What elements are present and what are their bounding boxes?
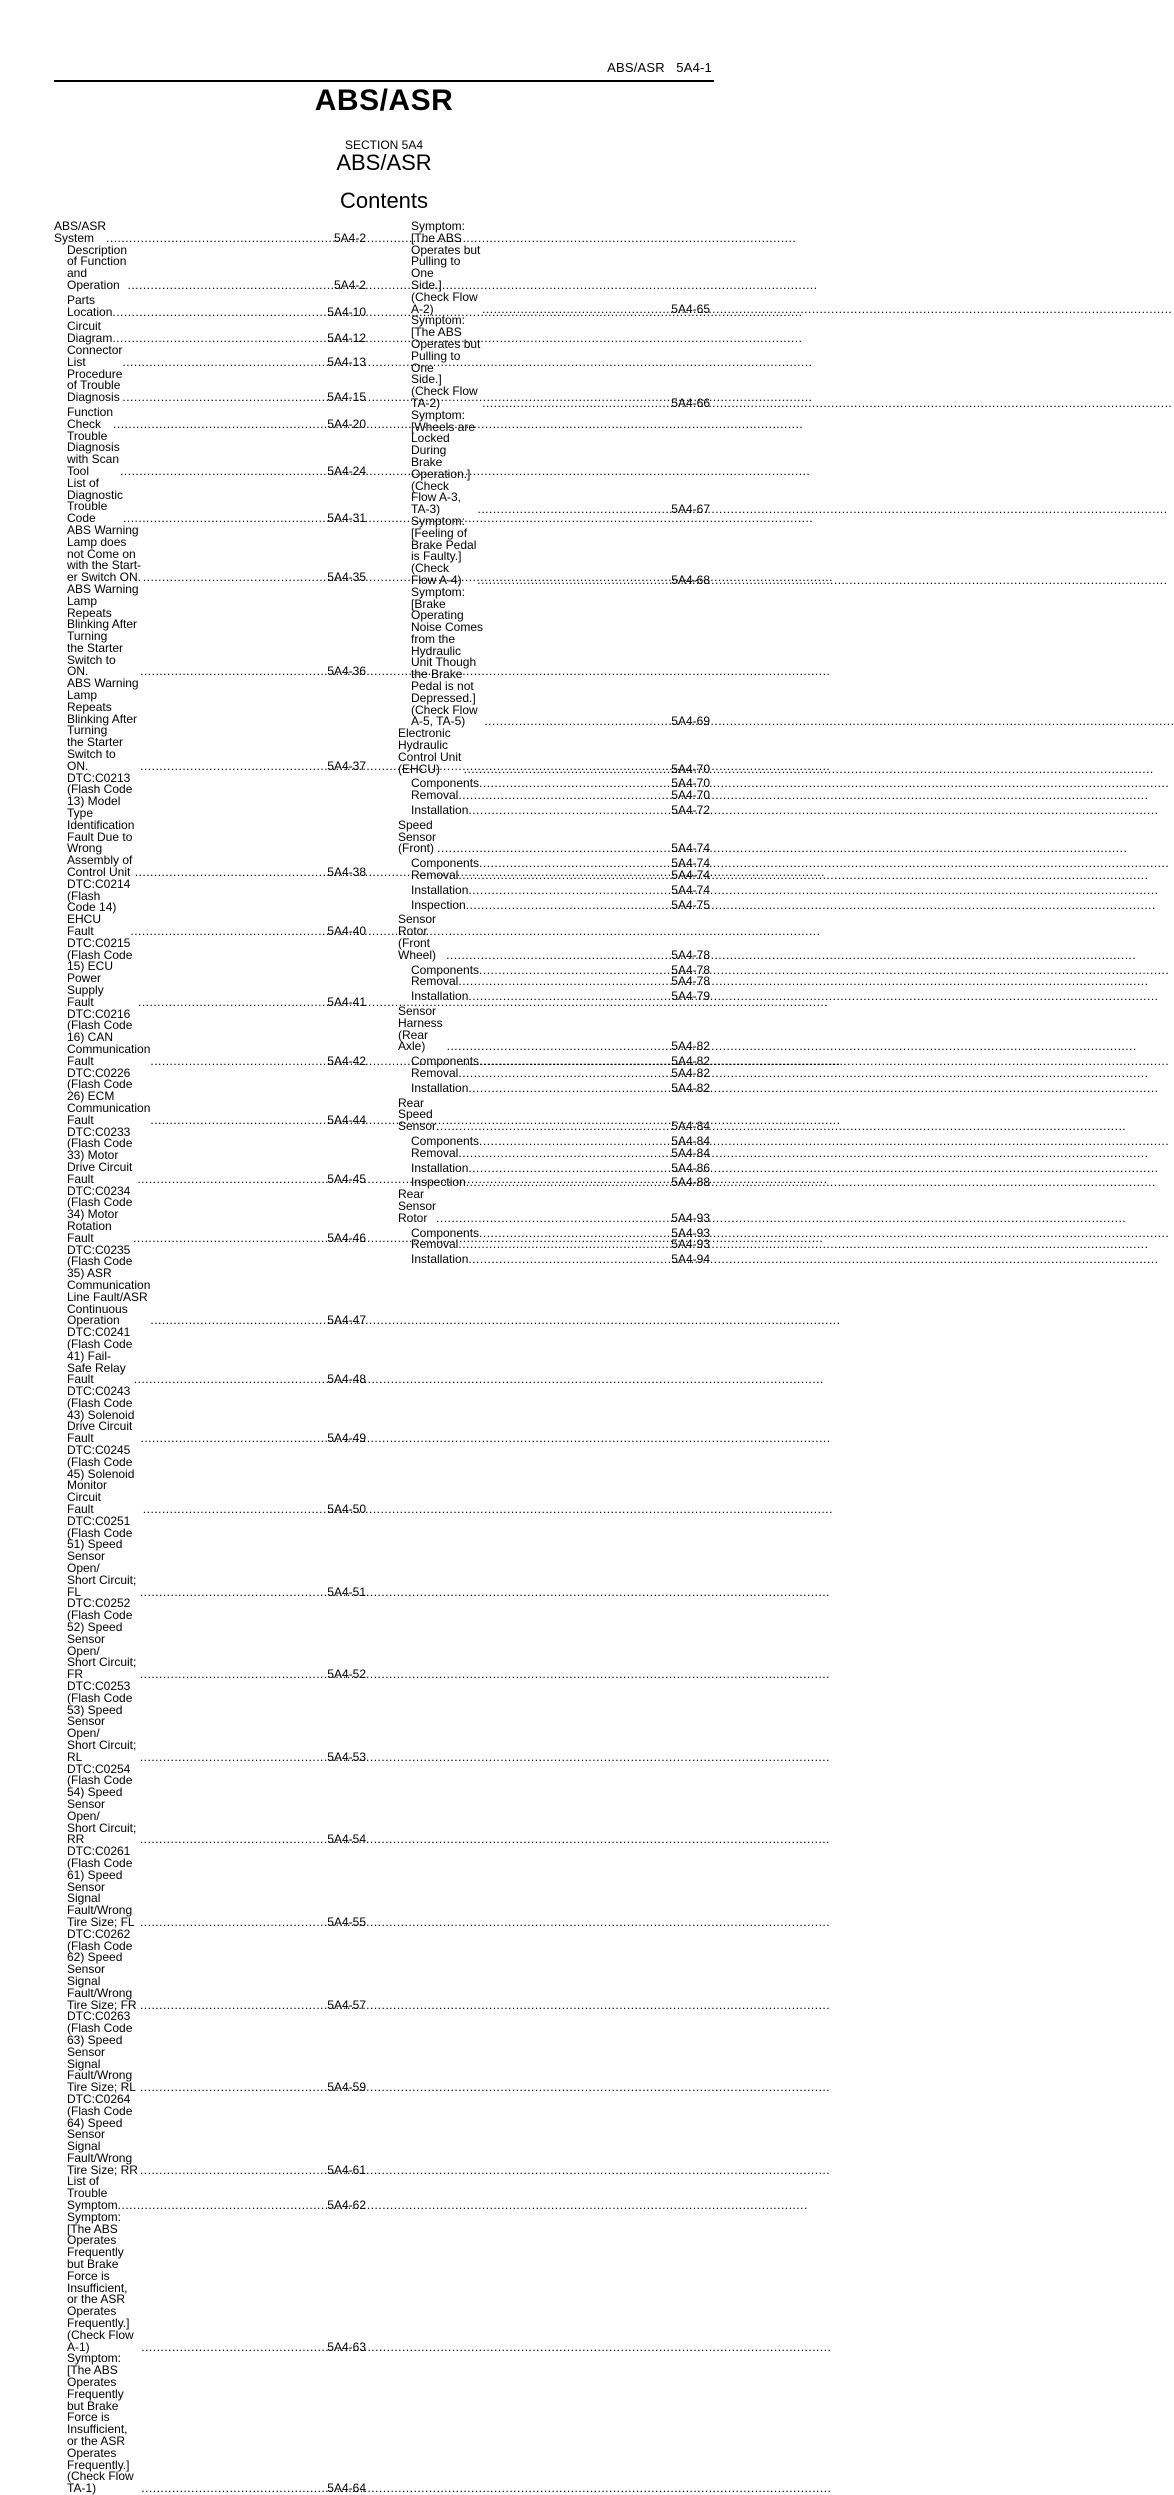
toc-entry-page: 5A4-72 bbox=[671, 803, 710, 818]
toc-entry-title: DTC:C0235 (Flash Code 35) ASR Communication Line Fault/ASR Continuous Operation bbox=[67, 1242, 151, 1328]
toc-entry-title: Components bbox=[411, 856, 480, 871]
toc-entry-page: 5A4-36 bbox=[327, 664, 366, 679]
toc-entry[interactable] bbox=[398, 976, 710, 988]
toc-entry[interactable] bbox=[54, 2091, 366, 2177]
dot-leader bbox=[133, 1233, 327, 1245]
toc-entry-title: Symptom: [Wheels are Locked During Brake Operation.] (Check Flow A-3, TA-3) bbox=[411, 407, 476, 517]
toc-entry[interactable] bbox=[398, 221, 710, 315]
toc-entry-title: DTC:C0253 (Flash Code 53) Speed Sensor Open/ Short Circuit; RL bbox=[67, 1679, 137, 1764]
dot-leader bbox=[140, 1433, 327, 1445]
toc-entry-title: Inspection bbox=[411, 1175, 466, 1190]
toc-entry-title: Symptom: [The ABS Operates but Pulling to One Side.] (Check Flow A-2) bbox=[411, 219, 481, 316]
toc-entry[interactable] bbox=[398, 882, 710, 897]
toc-entry-page: 5A4-78 bbox=[671, 974, 710, 989]
toc-entry[interactable] bbox=[54, 242, 366, 292]
toc-entry-page: 5A4-65 bbox=[671, 301, 710, 316]
toc-entry[interactable] bbox=[54, 876, 366, 939]
toc-entry[interactable] bbox=[398, 991, 710, 1003]
dot-leader bbox=[140, 1669, 327, 1681]
toc-entry-title: List of Trouble Symptom bbox=[67, 2174, 118, 2213]
toc-entry[interactable] bbox=[398, 728, 710, 775]
toc-entry-title: DTC:C0216 (Flash Code 16) CAN Communication Fault bbox=[67, 1006, 151, 1068]
toc-entry[interactable] bbox=[54, 1006, 366, 1068]
toc-entry-title: Procedure of Trouble Diagnosis bbox=[67, 366, 123, 405]
dot-leader bbox=[143, 1504, 328, 1516]
toc-entry-page: 5A4-66 bbox=[671, 395, 710, 410]
toc-entry-page: 5A4-44 bbox=[327, 1112, 366, 1127]
dot-leader bbox=[120, 466, 327, 478]
toc-entry-page: 5A4-59 bbox=[327, 2080, 366, 2095]
dot-leader bbox=[137, 1174, 327, 1186]
toc-entry-page: 5A4-13 bbox=[327, 354, 366, 369]
toc-entry-page: 5A4-70 bbox=[671, 788, 710, 803]
toc-left-column bbox=[54, 221, 366, 2495]
toc-entry[interactable] bbox=[398, 790, 710, 802]
dot-leader bbox=[150, 1115, 327, 1127]
toc-entry-page: 5A4-69 bbox=[671, 714, 710, 729]
toc-entry-page: 5A4-53 bbox=[327, 1749, 366, 1764]
toc-entry[interactable] bbox=[398, 1189, 710, 1224]
toc-entry-title: DTC:C0233 (Flash Code 33) Motor Drive Circuit Fault bbox=[67, 1124, 133, 1186]
toc-entry-title: ABS Warning Lamp Repeats Blinking After Turning the Starter Switch to ON. bbox=[67, 581, 139, 679]
toc-entry-title: Components bbox=[411, 962, 480, 977]
dot-leader bbox=[437, 843, 671, 855]
toc-entry[interactable] bbox=[54, 321, 366, 345]
dot-leader bbox=[150, 1315, 327, 1327]
toc-entry[interactable] bbox=[54, 1065, 366, 1127]
toc-entry-title: DTC:C0215 (Flash Code 15) ECU Power Supply Fault bbox=[67, 935, 133, 1009]
toc-entry-title: Parts Location bbox=[67, 292, 113, 319]
dot-leader bbox=[140, 2165, 327, 2177]
dot-leader bbox=[458, 1239, 671, 1251]
toc-entry-page: 5A4-82 bbox=[671, 1080, 710, 1095]
toc-entry-page: 5A4-63 bbox=[327, 2339, 366, 2354]
toc-entry[interactable] bbox=[54, 428, 366, 478]
toc-entry-page: 5A4-93 bbox=[671, 1225, 710, 1240]
dot-leader bbox=[118, 2200, 328, 2212]
dot-leader bbox=[468, 885, 671, 897]
toc-entry-page: 5A4-2 bbox=[333, 277, 366, 292]
toc-entry-title: DTC:C0263 (Flash Code 63) Speed Sensor Signal Fault/Wrong Tire Size; RL bbox=[67, 2009, 136, 2095]
toc-entry[interactable] bbox=[54, 522, 366, 585]
toc-entry[interactable] bbox=[54, 1386, 366, 1445]
toc-entry-title: DTC:C0251 (Flash Code 51) Speed Sensor Open/ Short Circuit; FL bbox=[67, 1513, 137, 1599]
toc-entry-page: 5A4-52 bbox=[327, 1667, 366, 1682]
toc-entry-title: Installation bbox=[411, 803, 469, 818]
toc-entry-page: 5A4-2 bbox=[333, 230, 366, 245]
toc-entry[interactable] bbox=[54, 221, 366, 245]
toc-entry-title: Rear Speed Sensor bbox=[398, 1095, 437, 1134]
toc-entry-page: 5A4-75 bbox=[671, 897, 710, 912]
toc-entry-title: Circuit Diagram bbox=[67, 319, 113, 346]
toc-entry[interactable] bbox=[54, 2176, 366, 2211]
toc-entry[interactable] bbox=[398, 407, 710, 517]
toc-entry[interactable] bbox=[54, 2209, 366, 2354]
toc-entry-page: 5A4-57 bbox=[327, 1997, 366, 2012]
toc-entry[interactable] bbox=[398, 1177, 710, 1189]
toc-entry[interactable] bbox=[398, 1065, 710, 1080]
dot-leader bbox=[447, 1041, 672, 1053]
toc-entry-title: Removal bbox=[411, 788, 459, 803]
toc-entry-page: 5A4-88 bbox=[671, 1175, 710, 1190]
toc-entry-page: 5A4-12 bbox=[327, 331, 366, 346]
toc-entry[interactable] bbox=[54, 1846, 366, 1929]
running-header bbox=[607, 60, 712, 75]
toc-entry-title: Components bbox=[411, 1225, 480, 1240]
dot-leader bbox=[458, 870, 671, 882]
toc-entry[interactable] bbox=[398, 1080, 710, 1095]
toc-entry-page: 5A4-67 bbox=[671, 502, 710, 517]
dot-leader bbox=[458, 1068, 671, 1080]
dot-leader bbox=[484, 716, 671, 728]
toc-entry-page: 5A4-41 bbox=[327, 994, 366, 1009]
toc-entry[interactable] bbox=[398, 805, 710, 817]
dot-leader bbox=[140, 1834, 327, 1846]
dot-leader bbox=[477, 575, 671, 587]
contents-heading: Contents bbox=[339, 188, 429, 213]
toc-entry-title: Symptom: [Brake Operating Noise Comes from the Hydraulic Unit Though the Brake Pedal is not Depressed.] (Check Flow A-5, TA-5) bbox=[411, 584, 484, 729]
toc-entry-page: 5A4-37 bbox=[327, 758, 366, 773]
toc-entry-title: Installation bbox=[411, 1160, 469, 1175]
header-page-number: 5A4-1 bbox=[676, 60, 712, 75]
toc-entry-title: DTC:C0254 (Flash Code 54) Speed Sensor Open/ Short Circuit; RR bbox=[67, 1761, 137, 1847]
dot-leader bbox=[468, 805, 671, 817]
toc-entry-title: DTC:C0245 (Flash Code 45) Solenoid Monitor Circuit Fault bbox=[67, 1443, 135, 1517]
toc-entry-title: Removal bbox=[411, 868, 459, 883]
toc-entry-page: 5A4-70 bbox=[671, 776, 710, 791]
toc-entry[interactable] bbox=[398, 1145, 710, 1160]
toc-entry-page: 5A4-84 bbox=[671, 1133, 710, 1148]
toc-entry-page: 5A4-78 bbox=[671, 962, 710, 977]
toc-entry-page: 5A4-31 bbox=[327, 511, 366, 526]
dot-leader bbox=[436, 1121, 671, 1133]
toc-entry-title: Installation bbox=[411, 989, 469, 1004]
toc-entry-page: 5A4-64 bbox=[327, 2481, 366, 2495]
dot-leader bbox=[477, 504, 671, 516]
dot-leader bbox=[141, 2483, 327, 2495]
toc-entry[interactable] bbox=[54, 1761, 366, 1847]
toc-entry-page: 5A4-54 bbox=[327, 1832, 366, 1847]
toc-entry[interactable] bbox=[54, 292, 366, 319]
dot-leader bbox=[112, 307, 327, 319]
toc-entry[interactable] bbox=[54, 1445, 366, 1516]
toc-entry[interactable] bbox=[54, 1598, 366, 1681]
toc-entry-page: 5A4-93 bbox=[671, 1237, 710, 1252]
dot-leader bbox=[122, 357, 327, 369]
toc-entry-title: Components bbox=[411, 1133, 480, 1148]
toc-entry[interactable] bbox=[398, 1239, 710, 1251]
toc-entry-title: Electronic Hydraulic Control Unit (EHCU) bbox=[398, 726, 462, 776]
dot-leader bbox=[468, 1163, 671, 1175]
toc-entry[interactable] bbox=[398, 914, 710, 961]
dot-leader bbox=[140, 1587, 327, 1599]
toc-entry-page: 5A4-10 bbox=[327, 304, 366, 319]
toc-entry-title: Components bbox=[411, 1054, 480, 1069]
toc-entry-page: 5A4-74 bbox=[671, 882, 710, 897]
toc-entry-page: 5A4-79 bbox=[671, 989, 710, 1004]
dot-leader bbox=[458, 1148, 671, 1160]
toc-entry-title: ABS Warning Lamp does not Come on with the Start- er Switch ON. bbox=[67, 522, 142, 585]
toc-entry-page: 5A4-82 bbox=[671, 1065, 710, 1080]
dot-leader bbox=[150, 1056, 327, 1068]
toc-entry-page: 5A4-74 bbox=[671, 868, 710, 883]
toc-entry-title: Installation bbox=[411, 1080, 469, 1095]
dot-leader bbox=[140, 761, 327, 773]
dot-leader bbox=[143, 572, 327, 584]
dot-leader bbox=[135, 867, 328, 879]
toc-entry-page: 5A4-35 bbox=[327, 570, 366, 585]
toc-entry-page: 5A4-48 bbox=[327, 1372, 366, 1387]
toc-entry-title: Symptom: [The ABS Operates Frequently but Brake Force is Insufficient, or the ASR Operates Frequently.] (Check Flow A-1) bbox=[67, 2209, 134, 2354]
toc-entry[interactable] bbox=[54, 1124, 366, 1186]
toc-entry-title: DTC:C0213 (Flash Code 13) Model Type Identification Fault Due to Wrong Assembly of Control Unit bbox=[67, 770, 135, 880]
toc-entry-title: List of Diagnostic Trouble Code bbox=[67, 475, 124, 526]
toc-entry-page: 5A4-70 bbox=[671, 761, 710, 776]
toc-entry[interactable] bbox=[398, 817, 710, 856]
dot-leader bbox=[140, 1752, 327, 1764]
dot-leader bbox=[140, 666, 327, 678]
toc-entry-page: 5A4-62 bbox=[327, 2198, 366, 2213]
toc-entry-page: 5A4-15 bbox=[327, 390, 366, 405]
toc-entry-page: 5A4-49 bbox=[327, 1431, 366, 1446]
toc-entry[interactable] bbox=[54, 1242, 366, 1328]
toc-entry-page: 5A4-46 bbox=[327, 1230, 366, 1245]
dot-leader bbox=[140, 2000, 327, 2012]
toc-entry[interactable] bbox=[398, 315, 710, 409]
toc-entry-title: Trouble Diagnosis with Scan Tool bbox=[67, 428, 120, 478]
toc-entry[interactable] bbox=[398, 1095, 710, 1134]
dot-leader bbox=[130, 926, 327, 938]
toc-entry-title: Removal bbox=[411, 974, 459, 989]
toc-entry-title: DTC:C0226 (Flash Code 26) ECM Communication Fault bbox=[67, 1065, 151, 1127]
toc-entry-page: 5A4-42 bbox=[327, 1053, 366, 1068]
toc-entry-title: ABS Warning Lamp Repeats Blinking After Turning the Starter Switch to ON. bbox=[67, 676, 139, 773]
toc-entry-title: ABS/ASR System bbox=[54, 219, 107, 245]
toc-entry-title: Symptom: [The ABS Operates Frequently but Brake Force is Insufficient, or the ASR Operates Frequently.] (Check Flow TA-1) bbox=[67, 2351, 134, 2495]
running-title: ABS/ASR bbox=[607, 60, 665, 75]
toc-entry[interactable] bbox=[398, 1006, 710, 1053]
toc-entry-page: 5A4-93 bbox=[671, 1210, 710, 1225]
toc-entry-title: DTC:C0252 (Flash Code 52) Speed Sensor Open/ Short Circuit; FR bbox=[67, 1596, 137, 1682]
toc-entry-page: 5A4-38 bbox=[327, 865, 366, 880]
toc-entry-page: 5A4-24 bbox=[327, 463, 366, 478]
dot-leader bbox=[446, 950, 671, 962]
toc-entry[interactable] bbox=[54, 2011, 366, 2094]
toc-entry[interactable] bbox=[54, 1513, 366, 1599]
dot-leader bbox=[112, 333, 327, 345]
toc-entry-title: Sensor Rotor (Front Wheel) bbox=[398, 912, 437, 962]
toc-entry-title: Symptom: [Feeling of Brake Pedal is Faulty.] (Check Flow A-4) bbox=[411, 513, 477, 587]
toc-entry[interactable] bbox=[398, 584, 710, 729]
dot-leader bbox=[458, 976, 671, 988]
section-label: SECTION 5A4 bbox=[344, 138, 424, 152]
dot-leader bbox=[466, 1177, 672, 1189]
toc-entry-title: Removal bbox=[411, 1145, 459, 1160]
dot-leader bbox=[458, 790, 671, 802]
toc-entry-page: 5A4-74 bbox=[671, 856, 710, 871]
dot-leader bbox=[123, 513, 327, 525]
dot-leader bbox=[436, 1213, 671, 1225]
toc-entry-title: Installation bbox=[411, 1252, 469, 1267]
toc-entry-title: Inspection bbox=[411, 897, 466, 912]
toc-entry-page: 5A4-74 bbox=[671, 841, 710, 856]
toc-entry-page: 5A4-78 bbox=[671, 947, 710, 962]
toc-entry[interactable] bbox=[398, 513, 710, 587]
dot-leader bbox=[466, 900, 672, 912]
page-title: ABS/ASR bbox=[314, 84, 454, 117]
toc-entry-page: 5A4-50 bbox=[327, 1502, 366, 1517]
toc-entry-title: Description of Function and Operation bbox=[67, 242, 128, 292]
dot-leader bbox=[134, 1374, 328, 1386]
toc-entry-title: DTC:C0241 (Flash Code 41) Fail-Safe Relay Fault bbox=[67, 1325, 133, 1387]
toc-entry-title: Removal bbox=[411, 1237, 459, 1252]
toc-entry-page: 5A4-45 bbox=[327, 1171, 366, 1186]
toc-entry-title: Connector List bbox=[67, 342, 123, 369]
toc-entry[interactable] bbox=[54, 581, 366, 679]
toc-entry[interactable] bbox=[54, 475, 366, 526]
toc-entry-page: 5A4-82 bbox=[671, 1039, 710, 1054]
toc-entry[interactable] bbox=[54, 678, 366, 772]
toc-entry[interactable] bbox=[54, 1926, 366, 2012]
toc-entry[interactable] bbox=[398, 1160, 710, 1175]
toc-entry-page: 5A4-47 bbox=[327, 1313, 366, 1328]
toc-entry-title: Symptom: [The ABS Operates but Pulling to One Side.] (Check Flow TA-2) bbox=[411, 313, 481, 410]
toc-entry[interactable] bbox=[54, 342, 366, 369]
dot-leader bbox=[106, 233, 334, 245]
dot-leader bbox=[113, 419, 327, 431]
toc-right-column bbox=[398, 221, 710, 1266]
dot-leader bbox=[464, 764, 672, 776]
dot-leader bbox=[122, 392, 327, 404]
dot-leader bbox=[127, 280, 333, 292]
toc-entry[interactable] bbox=[54, 1327, 366, 1386]
toc-entry-title: DTC:C0262 (Flash Code 62) Speed Sensor Signal Fault/Wrong Tire Size; FR bbox=[67, 1926, 137, 2012]
toc-entry-title: Components bbox=[411, 776, 480, 791]
toc-entry-page: 5A4-55 bbox=[327, 1914, 366, 1929]
toc-entry-page: 5A4-61 bbox=[327, 2162, 366, 2177]
toc-entry-page: 5A4-86 bbox=[671, 1160, 710, 1175]
toc-entry-title: DTC:C0261 (Flash Code 61) Speed Sensor Signal Fault/Wrong Tire Size; FL bbox=[67, 1844, 135, 1929]
toc-entry-page: 5A4-68 bbox=[671, 572, 710, 587]
toc-entry-title: Rear Sensor Rotor bbox=[398, 1187, 437, 1225]
toc-entry-title: DTC:C0214 (Flash Code 14) EHCU Fault bbox=[67, 876, 131, 939]
dot-leader bbox=[140, 2082, 327, 2094]
toc-entry-title: DTC:C0243 (Flash Code 43) Solenoid Drive Circuit Fault bbox=[67, 1384, 135, 1446]
dot-leader bbox=[482, 398, 671, 410]
toc-entry[interactable] bbox=[54, 1681, 366, 1764]
toc-entry-page: 5A4-84 bbox=[671, 1145, 710, 1160]
toc-entry[interactable] bbox=[398, 1254, 710, 1266]
dot-leader bbox=[482, 304, 671, 316]
toc-entry-page: 5A4-84 bbox=[671, 1119, 710, 1134]
toc-entry-title: Sensor Harness (Rear Axle) bbox=[398, 1004, 443, 1054]
toc-entry-title: DTC:C0264 (Flash Code 64) Speed Sensor Signal Fault/Wrong Tire Size; RR bbox=[67, 2091, 138, 2177]
section-title: ABS/ASR bbox=[336, 150, 432, 175]
toc-entry[interactable] bbox=[54, 770, 366, 880]
toc-entry-page: 5A4-82 bbox=[671, 1054, 710, 1069]
toc-entry-page: 5A4-94 bbox=[671, 1252, 710, 1267]
toc-entry-page: 5A4-20 bbox=[327, 416, 366, 431]
toc-entry-title: DTC:C0234 (Flash Code 34) Motor Rotation Fault bbox=[67, 1183, 133, 1245]
toc-entry-title: Function Check bbox=[67, 404, 114, 431]
toc-entry-page: 5A4-51 bbox=[327, 1584, 366, 1599]
toc-entry-page: 5A4-40 bbox=[327, 924, 366, 939]
toc-entry[interactable] bbox=[54, 2353, 366, 2495]
toc-entry[interactable] bbox=[54, 1183, 366, 1245]
dot-leader bbox=[138, 997, 327, 1009]
dot-leader bbox=[468, 1083, 671, 1095]
dot-leader bbox=[140, 1917, 327, 1929]
dot-leader bbox=[468, 991, 671, 1003]
header-rule bbox=[54, 80, 714, 82]
toc-entry[interactable] bbox=[54, 935, 366, 1009]
toc-entry-title: Installation bbox=[411, 882, 469, 897]
toc-entry[interactable] bbox=[54, 404, 366, 431]
toc-entry[interactable] bbox=[54, 366, 366, 405]
toc-entry-title: Speed Sensor (Front) bbox=[398, 817, 437, 856]
toc-entry-title: Removal bbox=[411, 1065, 459, 1080]
dot-leader bbox=[141, 2342, 327, 2354]
toc-entry[interactable] bbox=[398, 897, 710, 912]
toc-entry[interactable] bbox=[398, 870, 710, 882]
dot-leader bbox=[468, 1254, 671, 1266]
